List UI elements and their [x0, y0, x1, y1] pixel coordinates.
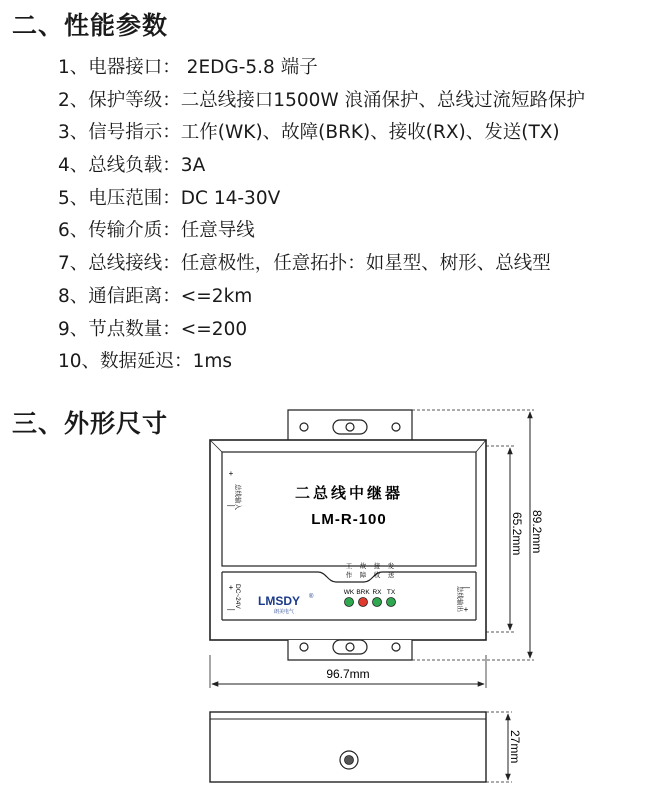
spec-label: 保护等级：	[88, 89, 181, 111]
output-minus: —	[462, 583, 470, 592]
spec-value: <=200	[180, 318, 248, 340]
brand-subtitle: 朗美电气	[273, 609, 295, 615]
led-light	[387, 598, 396, 607]
led-cn-top: 故	[359, 562, 367, 570]
spec-number: 7、	[58, 253, 89, 275]
spec-number: 3、	[58, 122, 89, 144]
spec-value: 3A	[180, 155, 206, 177]
bottom-mounting-ear	[288, 640, 412, 660]
section-title-parameters: 二、性能参数	[12, 11, 169, 40]
brand-mark: ®	[309, 594, 314, 600]
led-cn-bottom: 障	[359, 571, 367, 579]
led-cn-top: 工	[345, 562, 353, 570]
side-view	[210, 712, 486, 782]
dimension-body-height	[510, 448, 524, 630]
spec-value: DC 14-30V	[180, 187, 281, 209]
device-body	[210, 440, 486, 640]
spec-number: 1、	[58, 57, 89, 78]
dimension-depth	[486, 712, 522, 782]
spec-label: 传输介质：	[88, 220, 181, 242]
output-plus: +	[463, 605, 469, 614]
terminal-label-power: DC~24V	[234, 584, 241, 609]
section-title-dimensions: 三、外形尺寸	[12, 409, 169, 438]
spec-label: 通信距离：	[88, 285, 181, 307]
dimension-label: 96.7mm	[326, 667, 370, 681]
spec-value: 工作(WK)、故障(BRK)、接收(RX)、发送(TX)	[180, 122, 560, 144]
device-name: 二总线中继器	[294, 484, 404, 502]
spec-number: 2、	[58, 89, 89, 111]
led-code: TX	[386, 589, 396, 596]
spec-number: 10、	[58, 351, 101, 373]
power-plus: +	[228, 583, 234, 592]
spec-number: 6、	[58, 220, 89, 242]
led-cn-bottom: 送	[387, 571, 395, 579]
led-cn-bottom: 收	[373, 571, 381, 579]
top-mounting-ear	[288, 410, 412, 440]
spec-number: 9、	[58, 318, 89, 340]
led-cn-top: 发	[387, 562, 395, 570]
spec-value: 任意导线	[180, 220, 255, 242]
terminal-plus: +	[228, 469, 234, 478]
spec-label: 数据延迟：	[100, 351, 193, 373]
led-code: BRK	[356, 589, 370, 596]
spec-label: 总线接线：	[88, 253, 181, 275]
spec-label: 总线负载：	[88, 155, 181, 177]
spec-label: 节点数量：	[88, 318, 181, 340]
spec-value: 二总线接口1500W 浪涌保护、总线过流短路保护	[180, 89, 586, 111]
brand-name: LMSDY	[258, 594, 300, 608]
spec-label: 电器接口：	[88, 57, 181, 78]
led-code: WK	[343, 589, 355, 596]
terminal-label-input: 总线输入	[234, 484, 242, 510]
terminal-label-output: 总线输出	[456, 586, 464, 612]
spec-value: 2EDG-5.8 端子	[180, 57, 318, 78]
led-light	[345, 598, 354, 607]
led-light	[359, 598, 368, 607]
label-panel	[222, 452, 476, 566]
spec-number: 4、	[58, 155, 89, 177]
power-minus: —	[227, 605, 235, 614]
led-cn-bottom: 作	[345, 571, 353, 579]
led-code: RX	[372, 589, 382, 596]
led-light	[373, 598, 382, 607]
spec-number: 5、	[58, 187, 89, 209]
dimension-label: 65.2mm	[510, 512, 524, 556]
dimension-label: 27mm	[508, 730, 522, 764]
spec-value: 任意极性，任意拓扑：如星型、树形、总线型	[180, 253, 551, 275]
dimension-label: 89.2mm	[530, 510, 544, 554]
dimension-total-height	[530, 412, 544, 658]
device-model: LM-R-100	[311, 511, 387, 528]
spec-value: <=2km	[180, 285, 253, 307]
spec-label: 电压范围：	[88, 187, 181, 209]
terminal-minus: —	[227, 501, 235, 510]
led-cn-top: 接	[373, 562, 381, 570]
spec-number: 8、	[58, 285, 89, 307]
spec-label: 信号指示：	[88, 122, 181, 144]
spec-value: 1ms	[192, 351, 232, 373]
